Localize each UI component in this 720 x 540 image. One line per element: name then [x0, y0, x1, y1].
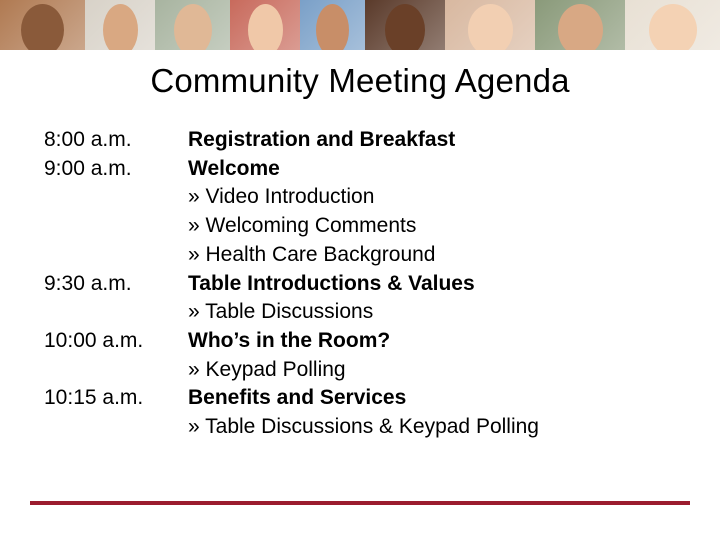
face-shape — [248, 4, 283, 50]
agenda-time: 10:15 a.m. — [44, 386, 144, 409]
face-shape — [649, 4, 697, 50]
agenda-subitem: » Table Discussions — [188, 300, 374, 323]
smiling-man-photo — [365, 0, 445, 50]
agenda-subitem: » Keypad Polling — [188, 358, 346, 381]
child-hat-photo — [625, 0, 720, 50]
doctor-photo — [85, 0, 155, 50]
face-shape — [103, 4, 138, 50]
face-shape — [174, 4, 212, 50]
agenda-item-title: Who’s in the Room? — [188, 329, 391, 352]
father-and-son-photo — [300, 0, 365, 50]
agenda-item-title: Welcome — [188, 157, 280, 180]
agenda-subitem: » Video Introduction — [188, 185, 375, 208]
elderly-couple-photo — [155, 0, 230, 50]
agenda-item-title: Registration and Breakfast — [188, 128, 456, 151]
photo-banner — [0, 0, 720, 50]
agenda-time: 9:30 a.m. — [44, 272, 132, 295]
agenda-time: 8:00 a.m. — [44, 128, 132, 151]
older-man-cap-photo — [535, 0, 625, 50]
agenda-item-title: Benefits and Services — [188, 386, 407, 409]
page-title: Community Meeting Agenda — [150, 62, 570, 99]
agenda-time: 10:00 a.m. — [44, 329, 144, 352]
agenda-subitem: » Health Care Background — [188, 243, 436, 266]
face-shape — [316, 4, 349, 50]
child-photo — [230, 0, 300, 50]
face-shape — [558, 4, 603, 50]
agenda-item-title: Table Introductions & Values — [188, 272, 475, 295]
face-shape — [385, 4, 425, 50]
smiling-woman-photo — [445, 0, 535, 50]
family-photo — [0, 0, 85, 50]
face-shape — [468, 4, 513, 50]
agenda-subitem: » Welcoming Comments — [188, 214, 417, 237]
agenda — [0, 126, 720, 456]
agenda-time: 9:00 a.m. — [44, 157, 132, 180]
agenda-subitem: » Table Discussions & Keypad Polling — [188, 415, 539, 438]
face-shape — [21, 4, 64, 50]
divider-rule — [30, 501, 690, 505]
